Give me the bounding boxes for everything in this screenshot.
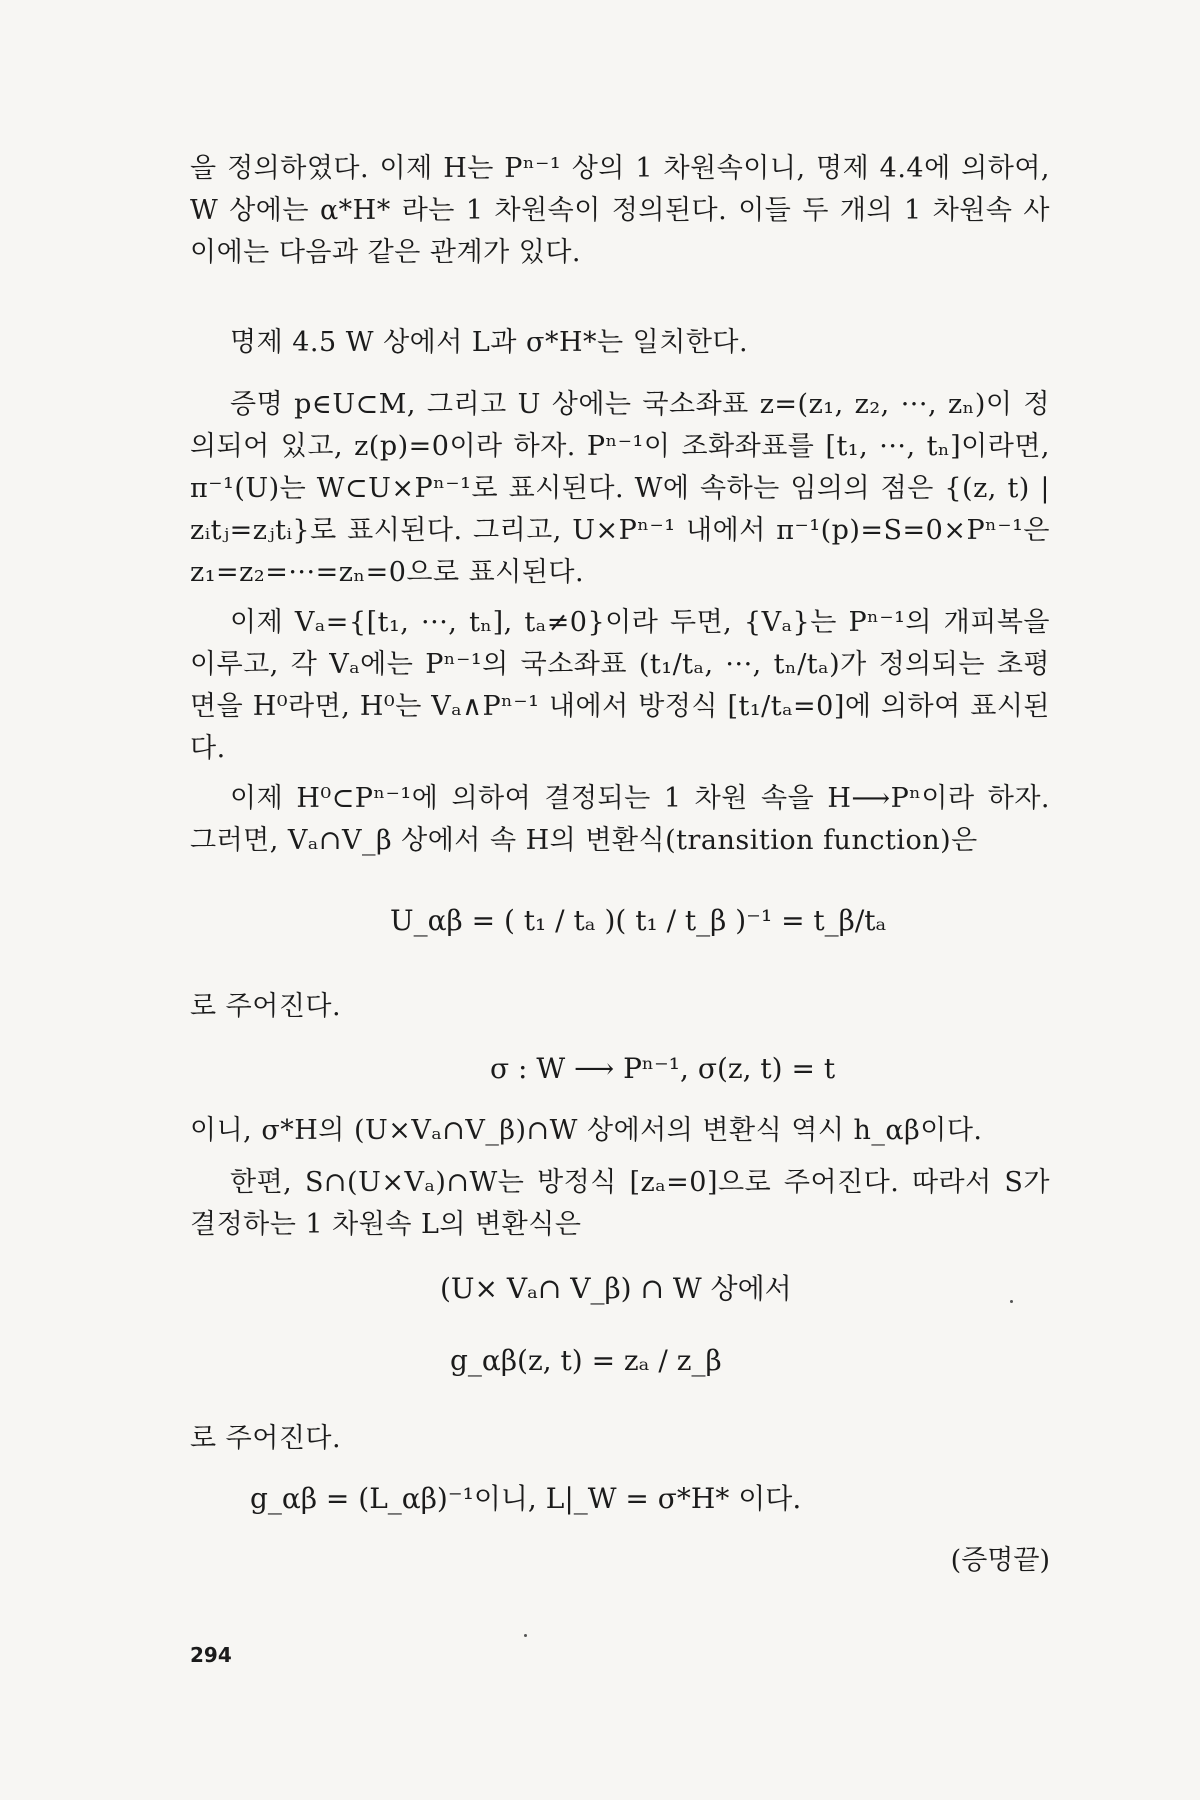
paragraph-given-2: 로 주어진다. <box>190 1423 342 1454</box>
paragraph-transition: 이제 H⁰⊂Pⁿ⁻¹에 의하여 결정되는 1 차원 속을 H⟶Pⁿ이라 하자. 그러면, Vₐ∩V_β 상에서 속 H의 변환식(transition function)은 <box>190 783 1050 856</box>
equation-u-alpha-beta: U_αβ = ( t₁ / tₐ )( t₁ / t_β )⁻¹ = t_β/tₐ <box>390 904 887 937</box>
paragraph-meanwhile: 한편, S∩(U×Vₐ)∩W는 방정식 [zₐ=0]으로 주어진다. 따라서 S가 결정하는 1 차원속 L의 변환식은 <box>190 1167 1050 1240</box>
equation-region: (U× Vₐ∩ V_β) ∩ W 상에서 <box>440 1272 792 1305</box>
page-number: 294 <box>190 1643 232 1667</box>
equation-conclusion: g_αβ = (L_αβ)⁻¹이니, L|_W = σ*H* 이다. <box>250 1482 802 1515</box>
end-of-proof: (증명끝) <box>950 1545 1050 1576</box>
equation-sigma-map: σ : W ⟶ Pⁿ⁻¹, σ(z, t) = t <box>490 1052 836 1085</box>
equation-g-alpha-beta: g_αβ(z, t) = zₐ / z_β <box>450 1344 722 1377</box>
scan-speck <box>1010 1300 1013 1303</box>
paragraph-given-1: 로 주어진다. <box>190 991 342 1022</box>
paragraph-intro: 을 정의하였다. 이제 H는 Pⁿ⁻¹ 상의 1 차원속이니, 명제 4.4에 의하여, W 상에는 α*H* 라는 1 차원속이 정의된다. 이들 두 개의 1 차원속 사이에는 다음과 같은 관계가 있다. <box>190 153 1050 268</box>
proposition-4-5: 명제 4.5 W 상에서 L과 σ*H*는 일치한다. <box>230 327 749 358</box>
proof-paragraph: 증명 p∈U⊂M, 그리고 U 상에는 국소좌표 z=(z₁, z₂, ···, zₙ)이 정의되어 있고, z(p)=0이라 하자. Pⁿ⁻¹이 조화좌표를 [t₁, ···, tₙ]이라면, π⁻¹(U)는 W⊂U×Pⁿ⁻¹로 표시된다. W에 속하는 임의의 점은 {(z, t) | zᵢtⱼ=zⱼtᵢ}로 표시된다. 그리고, U×Pⁿ⁻¹ 내에서 π⁻¹(p)=S=0×Pⁿ⁻¹은 z₁=z₂=···=zₙ=0으로 표시된다. <box>190 389 1050 588</box>
paragraph-cover: 이제 Vₐ={[t₁, ···, tₙ], tₐ≠0}이라 두면, {Vₐ}는 Pⁿ⁻¹의 개피복을 이루고, 각 Vₐ에는 Pⁿ⁻¹의 국소좌표 (t₁/tₐ, ···, tₙ/tₐ)가 정의되는 초평면을 H⁰라면, H⁰는 Vₐ∧Pⁿ⁻¹ 내에서 방정식 [t₁/tₐ=0]에 의하여 표시된다. <box>190 607 1050 764</box>
scan-speck <box>524 1634 527 1637</box>
paragraph-sigma-h: 이니, σ*H의 (U×Vₐ∩V_β)∩W 상에서의 변환식 역시 h_αβ이다. <box>190 1115 983 1146</box>
